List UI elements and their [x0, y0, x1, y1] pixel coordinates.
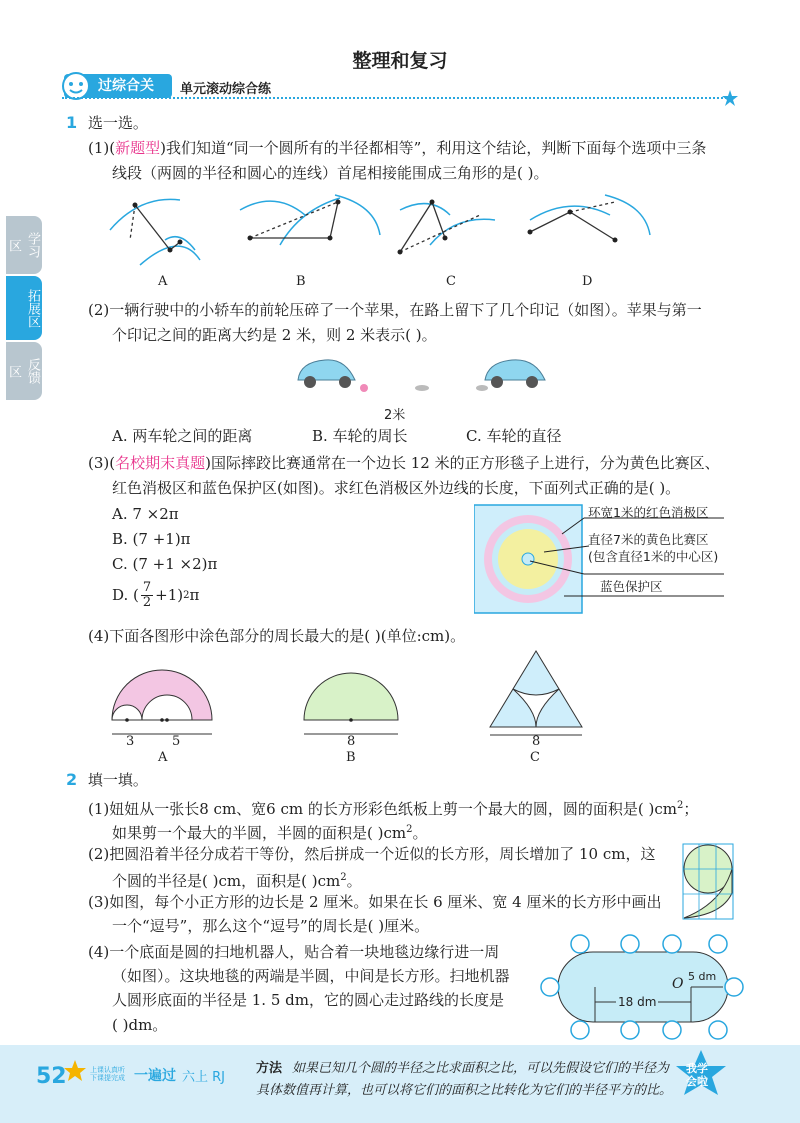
q1-s3-tag: 名校期末真题 — [115, 454, 206, 472]
q1-s2-choice-a: A. 两车轮之间的距离 — [112, 427, 253, 445]
q2-s1-text1: (1)妞妞从一张长8 cm、宽6 cm 的长方形彩色纸板上剪一个最大的圆，圆的面积是( )cm — [88, 800, 677, 818]
q1-s3-d-exponent: 2 — [183, 589, 190, 601]
q1-s3-choice-c: C. (7 +1 ×2)π — [112, 555, 218, 573]
q1-s1-line1 — [88, 136, 706, 160]
mascot-text — [686, 1062, 708, 1088]
q2-s1-sup1: 2 — [677, 800, 684, 811]
brand-slogan — [90, 1066, 125, 1082]
section-badge: 过综合关 — [64, 74, 172, 98]
q2-s4-radius-label: 5 dm — [688, 970, 717, 983]
mat-legend-center: (包含直径1米的中心区) — [588, 549, 719, 564]
q1-s1-option-d: D — [582, 274, 593, 289]
q1-title: 选一选。 — [87, 114, 148, 132]
q2-s1-tail1: ； — [683, 800, 699, 818]
q1-s3-d-rest: +1) — [155, 586, 184, 604]
q1-s4-label-8c: 8 — [532, 734, 541, 749]
q1-s3-text: )国际摔跤比赛通常在一个边长 12 米的正方形毯子上进行，分为黄色比赛区、 — [205, 454, 720, 472]
star-icon — [722, 90, 738, 106]
mascot-text-1: 我学 — [686, 1062, 708, 1075]
q2-s4-line4: ( )dm。 — [112, 1016, 168, 1034]
q1-s2-line1: (2)一辆行驶中的小轿车的前轮压碎了一个苹果，在路上留下了几个印记（如图）。苹果与第一 — [88, 301, 702, 319]
q2-s1-tail2: 。 — [412, 824, 428, 842]
q2-s2-sup: 2 — [340, 872, 347, 883]
q2-s1-line1 — [88, 794, 698, 821]
q1-number: 1 — [66, 113, 78, 132]
side-tab-study[interactable]: 学习区 — [6, 216, 42, 274]
q1-s1-option-b: B — [296, 274, 306, 289]
q1-s1-option-a: A — [158, 274, 168, 289]
q1-s4-label-8b: 8 — [347, 734, 356, 749]
q2-s4-line1: (4)一个底面是圆的扫地机器人，贴合着一块地毯边缘行进一周 — [88, 943, 500, 961]
page-number: 52 — [36, 1064, 67, 1089]
q2-s1-text2: 如果剪一个最大的半圆，半圆的面积是( )cm — [112, 824, 407, 842]
q1-s1-tag: 新题型 — [115, 139, 161, 157]
section-subtitle: 单元滚动综合练 — [180, 82, 272, 97]
q1-s4-option-c: C — [530, 750, 540, 765]
q1-s4-line1: (4)下面各图形中涂色部分的周长最大的是( )(单位:cm)。 — [88, 627, 466, 645]
q1-s4-figures — [100, 645, 620, 745]
brand-star-icon — [64, 1060, 86, 1082]
q1-s2-choice-b: B. 车轮的周长 — [312, 427, 408, 445]
q1-s1-figures — [100, 190, 660, 270]
q1-s1-prefix: (1)( — [88, 139, 116, 157]
brand-slogan-2: 下课提完成 — [90, 1074, 125, 1082]
q1-s3-line2: 红色消极区和蓝色保护区(如图)。求红色消极区外边线的长度，下面列式正确的是( )。 — [112, 479, 681, 497]
q2-s2-tail: 。 — [346, 872, 362, 890]
q2-s2-line2 — [112, 866, 362, 893]
q1-s4-option-b: B — [346, 750, 356, 765]
q1-s1-line2: 线段（两圆的半径和圆心的连线）首尾相接能围成三角形的是( )。 — [112, 164, 549, 182]
q2-s4-line3: 人圆形底面的半径是 1. 5 dm，它的圆心走过路线的长度是 — [112, 991, 504, 1009]
q2-s1-sup2: 2 — [406, 824, 413, 835]
q2-s3-line2: 一个“逗号”，那么这个“逗号”的周长是( )厘米。 — [112, 917, 430, 935]
q2-s4-carpet-figure — [536, 932, 746, 1042]
method-label: 方法 — [256, 1061, 283, 1076]
q1-s3-d-denominator: 2 — [142, 594, 152, 610]
q1-s1-option-c: C — [446, 274, 456, 289]
q1-s3-choice-b: B. (7 +1)π — [112, 530, 191, 548]
page-title: 整理和复习 — [352, 50, 448, 72]
brand-name: 一遍过 — [134, 1068, 176, 1084]
method-line1: 如果已知几个圆的半径之比求面积之比，可以先假设它们的半径为 — [292, 1061, 670, 1076]
q1-s2-line2: 个印记之间的距离大约是 2 米，则 2 米表示( )。 — [112, 326, 437, 344]
grade-label: 六上 RJ — [182, 1070, 225, 1085]
q2-s1-line2 — [112, 818, 428, 845]
mascot-text-2: 会啦 — [686, 1075, 708, 1088]
mat-legend-red: 环宽1米的红色消极区 — [588, 505, 709, 520]
mat-legend-blue: 蓝色保护区 — [600, 579, 663, 594]
q2-s4-center-o: O — [672, 976, 684, 992]
q1-s4-option-a: A — [158, 750, 168, 765]
brand-slogan-1: 上课认真听 — [90, 1066, 125, 1074]
q1-s2-fig-label: 2米 — [384, 408, 406, 423]
mat-legend-yellow: 直径7米的黄色比赛区 — [588, 532, 709, 547]
q1-s3-choice-d — [112, 578, 199, 612]
q1-s3-prefix: (3)( — [88, 454, 116, 472]
q1-s3-d-prefix: D. ( — [112, 586, 139, 604]
q2-s3-line1: (3)如图，每个小正方形的边长是 2 厘米。如果在长 6 厘米、宽 4 厘米的长方形中画出 — [88, 893, 662, 911]
q1-s3-d-numerator: 7 — [142, 579, 152, 595]
method-line2: 具体数值再计算，也可以将它们的面积之比转化为它们的半径平方的比。 — [256, 1083, 673, 1098]
q2-number: 2 — [66, 770, 78, 789]
q2-s2-text: 个圆的半径是( )cm，面积是( )cm — [112, 872, 341, 890]
side-tab-expand[interactable]: 拓展区 — [6, 276, 42, 340]
q1-s4-label-3: 3 — [126, 734, 135, 749]
q1-s2-car-figure — [290, 352, 570, 396]
q2-heading — [66, 768, 148, 792]
q1-s3-d-pi: π — [189, 586, 200, 604]
q1-s3-line1 — [88, 451, 720, 475]
header-divider — [62, 97, 730, 99]
q1-s3-choice-a: A. 7 ×2π — [112, 505, 179, 523]
q2-s3-comma-figure — [682, 843, 734, 923]
q1-s4-label-5: 5 — [172, 734, 181, 749]
q2-title: 填一填。 — [87, 771, 148, 789]
q1-s2-choice-c: C. 车轮的直径 — [466, 427, 562, 445]
side-tab-feedback[interactable]: 反馈区 — [6, 342, 42, 400]
q2-s4-line2: （如图）。这块地毯的两端是半圆，中间是长方形。扫地机器 — [112, 967, 510, 985]
q2-s4-length-label: 18 dm — [618, 995, 657, 1009]
q2-s2-line1: (2)把圆沿着半径分成若干等份，然后拼成一个近似的长方形，周长增加了 10 cm，这 — [88, 845, 656, 863]
q1-s1-text: )我们知道“同一个圆所有的半径都相等”，利用这个结论，判断下面每个选项中三条 — [160, 139, 707, 157]
q1-heading — [66, 111, 148, 135]
